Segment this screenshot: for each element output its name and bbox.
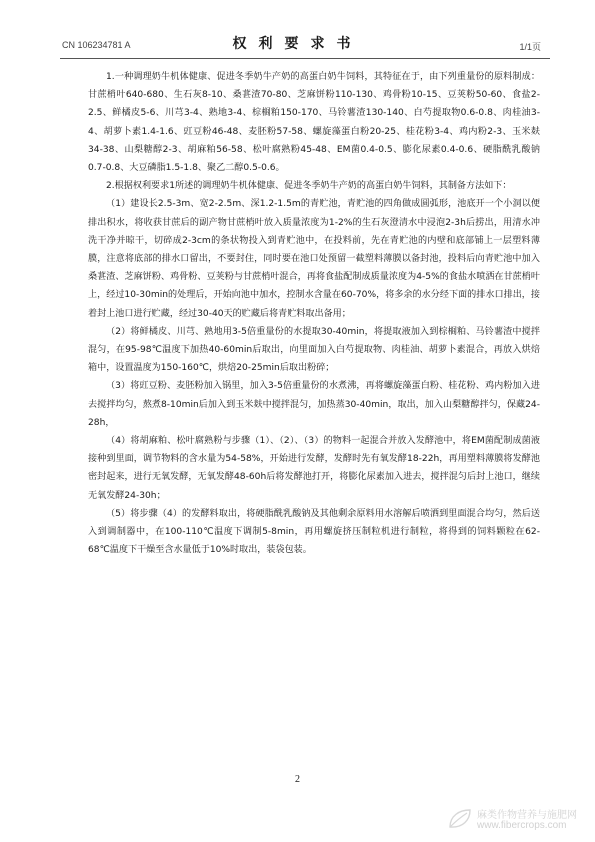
claim-2-intro: 2.根据权利要求1所述的调理奶牛机体健康、促进冬季奶牛产奶的高蛋白奶牛饲料，其制备方法如下： xyxy=(106,181,512,192)
header-divider xyxy=(60,58,550,59)
watermark-site-name: 麻类作物营养与施肥网 xyxy=(477,810,577,821)
claim-2-step-1: （1）建设长2.5-3m、宽2-2.5m、深1.2-1.5m的青贮池，青贮池的四角做成圆弧形，池底开一个小洞以便排出积水，将收获甘蔗后的副产物甘蔗梢叶放入质量浓度为1-2%的生石灰澄清水中浸泡2-3h后捞出，用清水冲洗干净并晾干，切碎成2-3cm的条状物投入到青贮池中，在投料前，先在青贮池的内壁和底部铺上一层塑料薄膜，注意将底部的排水口留出，不要封住，同时要在池口处预留一截塑料薄膜以备封池，投料后向青贮池中加入桑葚渣、芝麻饼粉、鸡骨粉、豆荚粉与甘蔗梢叶混合，再将食盐配制成质量浓度为4-5%的食盐水喷洒在甘蔗梢叶上，经过10-30min的处理后，开始向池中加水，控制水含量在60-70%，将多余的水分经下面的排水口排出，接着封上池口进行贮藏，经过30-40天的贮藏后将青贮料取出备用； xyxy=(88,199,540,319)
document-header xyxy=(0,0,595,60)
watermark xyxy=(447,804,587,834)
page-number: 2 xyxy=(295,774,300,785)
claims-body xyxy=(88,68,540,559)
claim-2-step-5: （5）将步骤（4）的发酵料取出，将硬脂酰乳酸钠及其他剩余原料用水溶解后喷洒到里面混合均匀，然后送入到调制器中，在100-110℃温度下调制5-8min，再用螺旋挤压制粒机进行制粒，将得到的饲料颗粒在62-68℃温度下干燥至含水量低于10%时取出，装袋包装。 xyxy=(88,508,540,556)
leaf-logo-icon xyxy=(447,807,473,831)
claim-2-step-4: （4）将胡麻粕、松叶腐熟粉与步骤（1）、（2）、（3）的物料一起混合并放入发酵池中，将EM菌配制成菌液接种到里面，调节物料的含水量为54-58%，开始进行发酵，发酵时先有氧发酵18-22h，再用塑料薄膜将发酵池密封起来，进行无氧发酵，无氧发酵48-60h后将发酵池打开，将膨化尿素加入进去，搅拌混匀后封上池口，继续无氧发酵24-30h； xyxy=(88,436,540,501)
claim-2-step-3: （3）将豇豆粉、麦胚粉加入锅里，加入3-5倍重量份的水煮沸，再将螺旋藻蛋白粉、桂花粉、鸡内粉加入进去搅拌均匀，熬煮8-10min后加入到玉米麸中搅拌混匀，加热蒸30-40min，取出，加入山梨糖醇拌匀，保藏24-28h， xyxy=(88,381,540,428)
page-title: 权利要求书 xyxy=(232,36,363,52)
claim-1: 1.一种调理奶牛机体健康、促进冬季奶牛产奶的高蛋白奶牛饲料，其特征在于，由下列重量份的原料制成：甘蔗梢叶640-680、生石灰8-10、桑葚渣70-80、芝麻饼粉110-130、鸡骨粉10-15、豆荚粉50-60、食盐2-2.5、鲜橘皮5-6、川芎3-4、熟地3-4、棕榈粕150-170、马铃薯渣130-140、白芍提取物0.6-0.8、肉桂油3-4、胡萝卜素1.4-1.6、豇豆粉46-48、麦胚粉57-58、螺旋藻蛋白粉20-25、桂花粉3-4、鸡内粉2-3、玉米麸34-38、山梨糖醇2-3、胡麻粕56-58、松叶腐熟粉45-48、EM菌0.4-0.5、膨化尿素0.4-0.6、硬脂酰乳酸钠0.7-0.8、大豆磷脂1.5-1.8、聚乙二醇0.5-0.6。 xyxy=(88,72,540,174)
page-count: 1/1页 xyxy=(519,42,541,52)
watermark-url: www.fibercrops.com xyxy=(477,820,567,831)
claim-2-step-2: （2）将鲜橘皮、川芎、熟地用3-5倍重量份的水提取30-40min，将提取液加入到棕榈粕、马铃薯渣中搅拌混匀，在95-98℃温度下加热40-60min后取出，向里面加入白芍提取物、肉桂油、胡萝卜素混合，再放入烘焙箱中，设置温度为150-160℃，烘焙20-25min后取出粉碎； xyxy=(88,326,540,374)
patent-number: CN 106234781 A xyxy=(62,40,131,50)
